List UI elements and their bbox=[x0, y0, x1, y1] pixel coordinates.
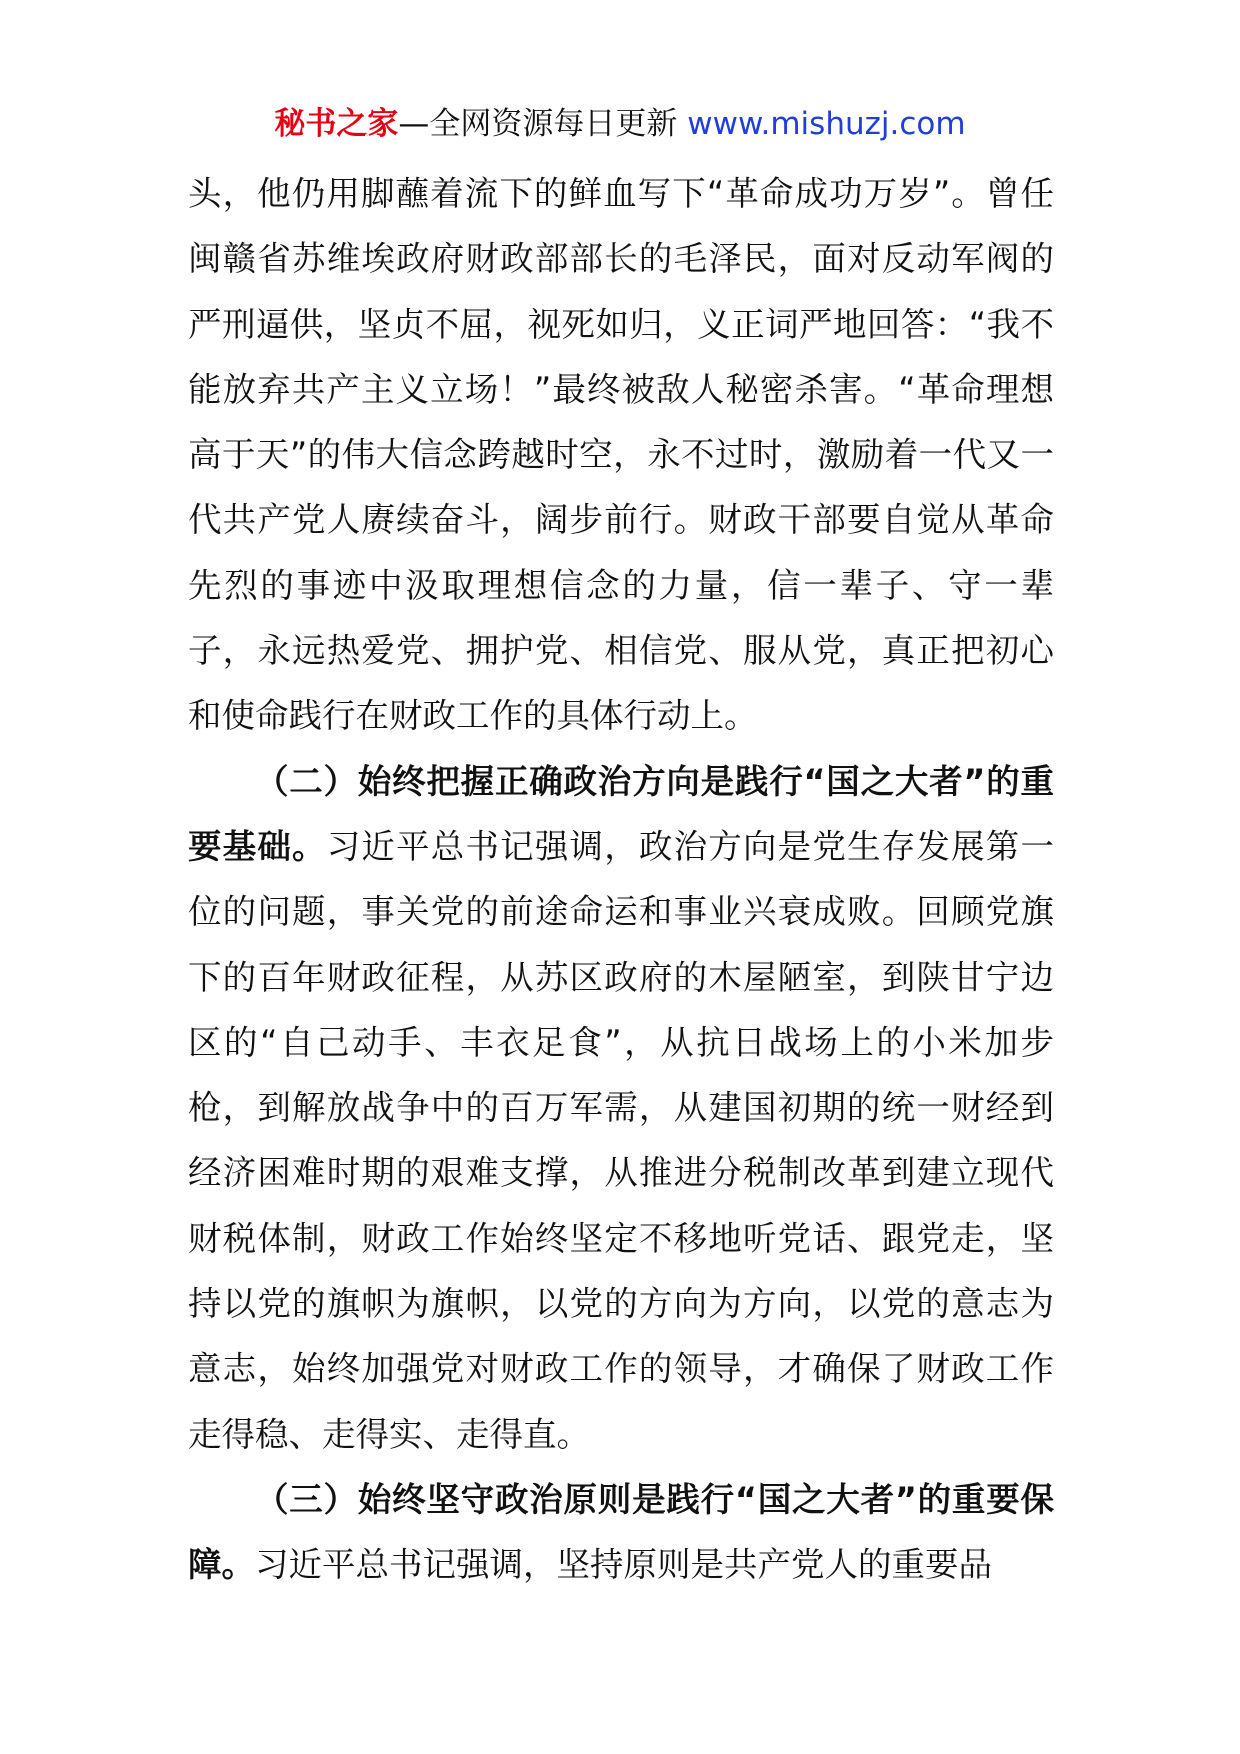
site-slogan: —全网资源每日更新 bbox=[398, 106, 688, 142]
paragraph-section-3 bbox=[188, 1467, 1054, 1598]
site-brand: 秘书之家 bbox=[274, 106, 399, 142]
section-heading-2: （二）始终把握正确政治方向是践行“国之大者”的重要基础。 bbox=[188, 761, 1054, 866]
document-body bbox=[188, 161, 1054, 1598]
section-heading-3: （三）始终坚守政治原则是践行“国之大者”的重要保障。 bbox=[188, 1479, 1054, 1585]
site-url-link[interactable]: www.mishuzj.com bbox=[687, 106, 966, 142]
section-body-2: 习近平总书记强调，政治方向是党生存发展第一位的问题，事关党的前途命运和事业兴衰成败。回顾党旗下的百年财政征程，从苏区政府的木屋陋室，到陕甘宁边区的“自己动手、丰衣足食”，从抗日战场上的小米加步枪，到解放战争中的百万军需，从建国初期的统一财经到经济困难时期的艰难支撑，从推进分税制改革到建立现代财税体制，财政工作始终坚定不移地听党话、跟党走，坚持以党的旗帜为旗帜，以党的方向为方向，以党的意志为意志，始终加强党对财政工作的领导，才确保了财政工作走得稳、走得实、走得直。 bbox=[188, 826, 1054, 1454]
paragraph-continuation: 头，他仍用脚蘸着流下的鲜血写下“革命成功万岁”。曾任闽赣省苏维埃政府财政部部长的毛泽民，面对反动军阀的严刑逼供，坚贞不屈，视死如归，义正词严地回答：“我不能放弃共产主义立场！”最终被敌人秘密杀害。“革命理想高于天”的伟大信念跨越时空，永不过时，激励着一代又一代共产党人赓续奋斗，阔步前行。财政干部要自觉从革命先烈的事迹中汲取理想信念的力量，信一辈子、守一辈子，永远热爱党、拥护党、相信党、服从党，真正把初心和使命践行在财政工作的具体行动上。 bbox=[188, 174, 1054, 736]
site-header bbox=[0, 102, 1240, 146]
section-body-3: 习近平总书记强调，坚持原则是共产党人的重要品 bbox=[255, 1545, 992, 1585]
paragraph-section-2 bbox=[188, 749, 1054, 1467]
